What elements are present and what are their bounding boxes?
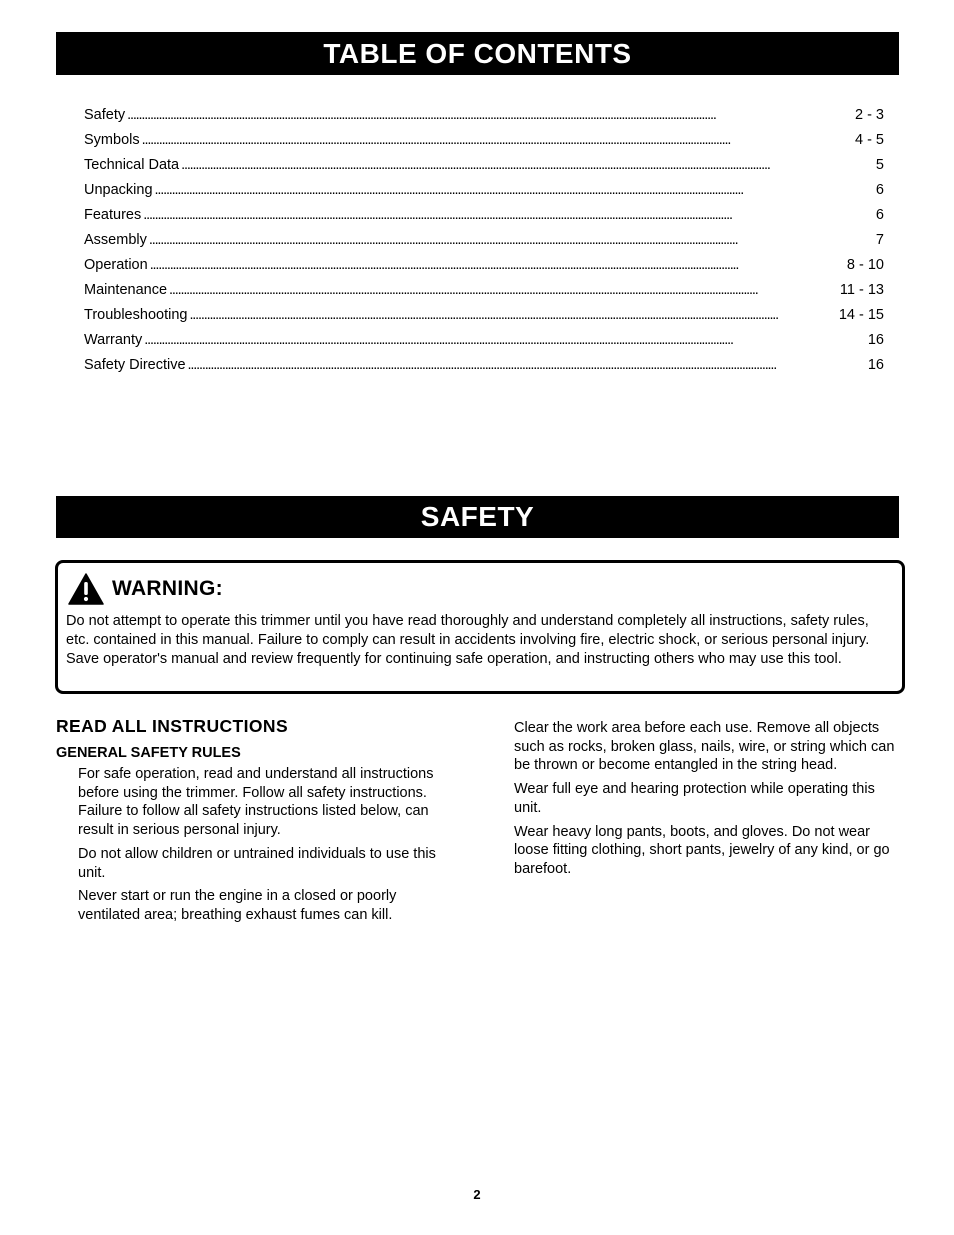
toc-leader	[169, 280, 838, 300]
toc-leader	[142, 130, 853, 150]
safety-rule: Never start or run the engine in a closed or poorly ventilated area; breathing exhaust fumes can kill.	[78, 888, 397, 923]
rules-list-left	[78, 765, 456, 925]
safety-right-column	[514, 719, 904, 884]
warning-triangle-icon	[68, 573, 104, 605]
toc-entry-page: 7	[875, 232, 884, 248]
safety-title: SAFETY	[56, 496, 899, 538]
general-safety-rules-heading: GENERAL SAFETY RULES	[56, 745, 241, 761]
toc-entry-label: Safety Directive	[84, 357, 186, 373]
toc-entry-label: Warranty	[84, 332, 143, 348]
read-all-instructions-heading: READ ALL INSTRUCTIONS	[56, 716, 289, 736]
toc-entry[interactable]	[84, 355, 884, 380]
warning-text: Do not attempt to operate this trimmer until you have read thoroughly and understand completely all instructions, safety rules, etc. contained in this manual. Failure to comply can result in accidents involving fire, electric shock, or serious personal injury. Save operator's manual and review frequently for continuing safe operation, and instructing others who may use this tool.	[66, 613, 870, 667]
toc-entry[interactable]	[84, 105, 884, 130]
toc-entry-page: 6	[875, 182, 884, 198]
toc-entry-page: 14 - 15	[838, 307, 884, 323]
toc-leader	[155, 180, 874, 200]
safety-rule: Wear heavy long pants, boots, and gloves. Do not wear loose fitting clothing, short pants, jewelry of any kind, or go barefoot.	[514, 823, 890, 877]
toc-entry[interactable]	[84, 205, 884, 230]
page-number: 2	[473, 1187, 481, 1202]
toc-entry[interactable]	[84, 180, 884, 205]
toc-entry[interactable]	[84, 280, 884, 305]
toc-title: TABLE OF CONTENTS	[56, 32, 899, 75]
warning-header	[68, 573, 223, 605]
toc-entry-page: 16	[867, 332, 884, 348]
toc-leader	[144, 330, 866, 350]
toc-leader	[181, 155, 874, 175]
toc-entry-label: Maintenance	[84, 282, 168, 298]
safety-left-column	[56, 716, 456, 930]
safety-rule: Wear full eye and hearing protection while operating this unit.	[514, 781, 875, 816]
toc-entry-page: 11 - 13	[839, 282, 884, 298]
toc-entry-label: Safety	[84, 107, 126, 123]
warning-title: WARNING:	[112, 577, 223, 600]
toc-leader	[143, 205, 874, 225]
toc-entry-page: 16	[867, 357, 884, 373]
toc-entry[interactable]	[84, 130, 884, 155]
toc-entry-label: Assembly	[84, 232, 147, 248]
toc-entry-label: Troubleshooting	[84, 307, 188, 323]
toc-entry-page: 4 - 5	[854, 132, 884, 148]
toc-entry-page: 2 - 3	[854, 107, 884, 123]
toc-entry[interactable]	[84, 230, 884, 255]
toc-leader	[188, 355, 866, 375]
warning-box	[55, 560, 905, 694]
toc-entry-page: 6	[875, 207, 884, 223]
toc-leader	[150, 255, 845, 275]
toc-entry[interactable]	[84, 255, 884, 280]
toc-entry-page: 5	[875, 157, 884, 173]
toc-entry-label: Unpacking	[84, 182, 153, 198]
toc-leader	[127, 105, 853, 125]
toc-entry[interactable]	[84, 330, 884, 355]
safety-rule: Clear the work area before each use. Remove all objects such as rocks, broken glass, nails, wire, or string which can be thrown or become entangled in the string head.	[514, 720, 895, 774]
toc-entry-page: 8 - 10	[846, 257, 884, 273]
toc-entry-label: Features	[84, 207, 142, 223]
safety-rule: For safe operation, read and understand all instructions before using the trimmer. Follow all safety instructions. Failure to follow all safety instructions listed below, can result in serious personal injury.	[78, 766, 434, 839]
toc-leader	[149, 230, 874, 250]
toc-list	[84, 105, 884, 380]
safety-rule: Do not allow children or untrained individuals to use this unit.	[78, 845, 436, 881]
toc-entry[interactable]	[84, 155, 884, 180]
toc-entry[interactable]	[84, 305, 884, 330]
toc-entry-label: Technical Data	[84, 157, 180, 173]
toc-entry-label: Operation	[84, 257, 148, 273]
toc-entry-label: Symbols	[84, 132, 140, 148]
toc-leader	[189, 305, 836, 325]
